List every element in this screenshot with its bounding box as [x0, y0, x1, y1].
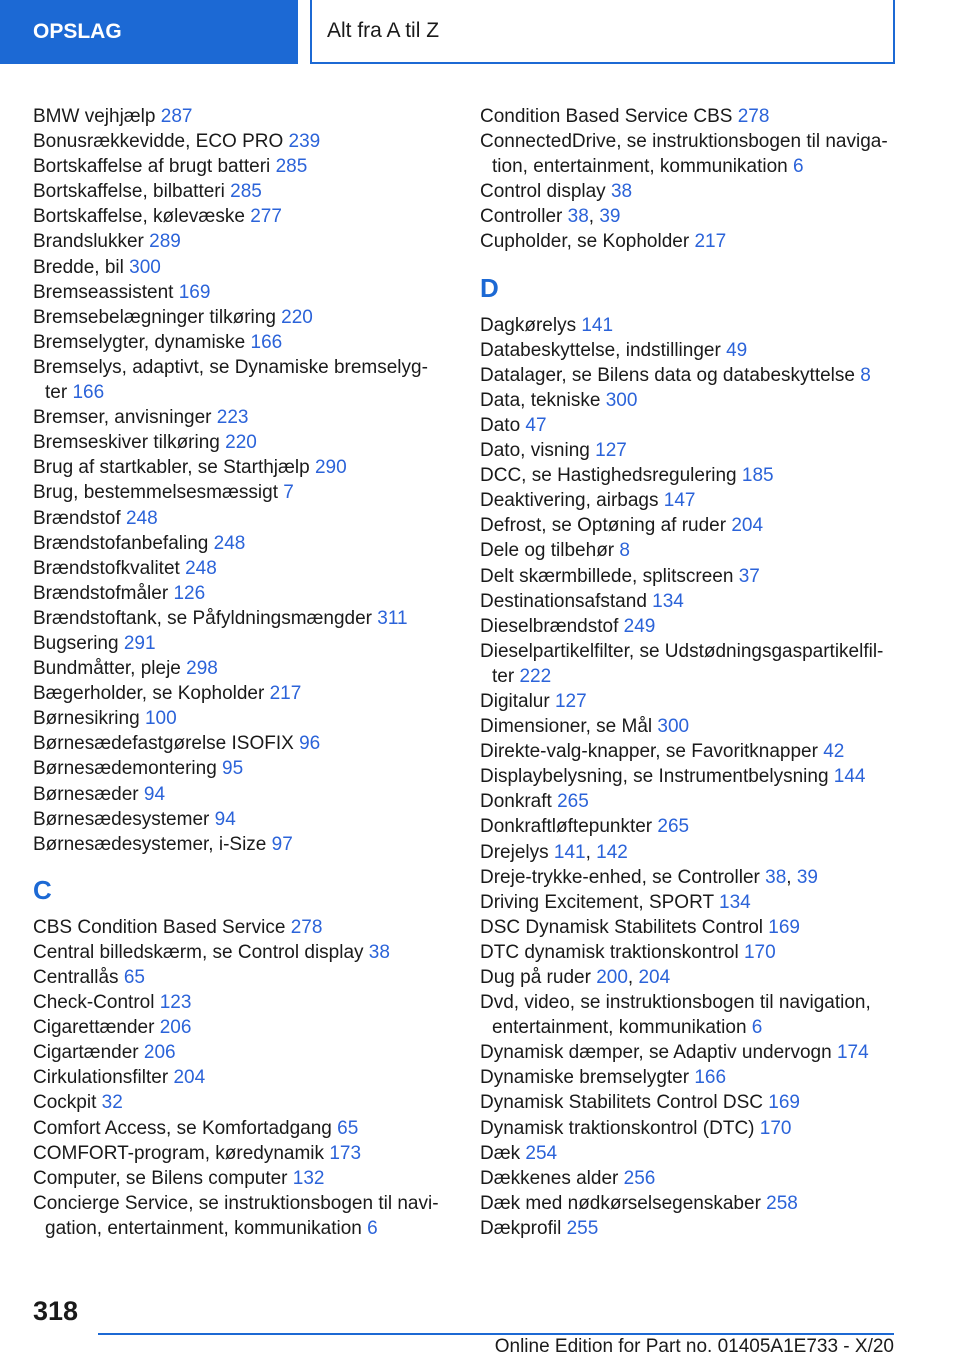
index-entry-text: Børnesædesystemer, i-Size: [33, 833, 267, 855]
index-entry-text: Dækkenes alder: [480, 1167, 619, 1189]
page-reference-link[interactable]: 200: [596, 967, 628, 988]
index-entry: [480, 463, 900, 488]
index-entry: [480, 229, 900, 254]
index-entry-text: DCC, se Hastighedsregulering: [480, 465, 737, 487]
page-reference-link[interactable]: 6: [367, 1217, 378, 1239]
index-entry-text: Controller: [480, 206, 563, 228]
index-entry: [480, 789, 900, 814]
index-entry: [480, 915, 900, 940]
index-entry: [33, 731, 443, 756]
index-entry-text: Central billedskærm, se Control display: [33, 941, 364, 963]
index-entry-text: Dele og tilbehør: [480, 540, 615, 562]
index-entry: [480, 1216, 900, 1241]
index-entry-text: Condition Based Service CBS: [480, 106, 733, 127]
index-entry-text: Check-Control: [33, 992, 155, 1014]
index-entry-text: Bægerholder, se Kopholder: [33, 683, 265, 705]
index-entry: [480, 179, 900, 204]
index-entry: [33, 179, 443, 204]
index-entry: [33, 606, 443, 631]
page-reference-link[interactable]: 277: [250, 206, 282, 228]
page-reference-link[interactable]: 300: [605, 389, 638, 411]
index-entry-text: Bonusrækkevidde, ECO PRO: [33, 131, 284, 153]
index-entry: [480, 739, 900, 764]
index-entry: [33, 305, 443, 330]
index-entry-text: Datalager, se Bilens data og databeskyttelse: [480, 364, 855, 386]
page-reference-link[interactable]: 223: [216, 407, 249, 429]
index-entry: [33, 455, 443, 480]
page-reference-link[interactable]: 49: [726, 339, 748, 361]
index-entry-text: Dug på ruder: [480, 967, 591, 988]
index-entry: [33, 681, 443, 706]
index-entry-text: Dieselpartikelfilter, se Udstødningsgaspartikelfil‐ter: [480, 640, 884, 687]
index-entry-text: Bremser, anvisninger: [33, 407, 212, 429]
page-reference-link[interactable]: 134: [652, 590, 684, 612]
page-reference-link[interactable]: 126: [173, 582, 206, 604]
index-entry: [33, 1090, 443, 1115]
index-entry: [33, 204, 443, 229]
index-entry: [33, 1141, 443, 1166]
page-reference-link[interactable]: 38: [368, 941, 390, 963]
index-entry: [480, 1191, 900, 1216]
index-entry: [33, 405, 443, 430]
index-entry: [33, 940, 443, 965]
index-entry: [33, 330, 443, 355]
index-entry: [480, 338, 900, 363]
index-entry-text: Direkte-valg-knapper, se Favoritknapper: [480, 741, 818, 763]
index-entry: [480, 764, 900, 789]
index-entry-text: Brændstofmåler: [33, 582, 169, 604]
index-entry-text: Bremsebelægninger tilkøring: [33, 306, 276, 328]
page-reference-link[interactable]: 265: [657, 816, 690, 838]
index-entry-text: Defrost, se Optøning af ruder: [480, 515, 727, 537]
page-reference-link[interactable]: 278: [737, 106, 770, 127]
index-entry-text: BMW vejhjælp: [33, 106, 156, 127]
index-entry-text: Dækprofil: [480, 1217, 562, 1239]
section-tab: [0, 0, 298, 64]
index-entry-text: Drejelys: [480, 841, 549, 863]
index-entry-text: Bremseskiver tilkøring: [33, 432, 220, 454]
index-letter-heading: C: [33, 874, 52, 905]
index-entry-text: Brændstof: [33, 507, 121, 529]
index-entry-text: Databeskyttelse, indstillinger: [480, 339, 721, 361]
index-entry-text: Concierge Service, se instruktionsbogen til navi‐gation, entertainment, kommunikation: [33, 1192, 439, 1239]
index-entry-text: Delt skærmbillede, splitscreen: [480, 565, 734, 587]
page-reference-link[interactable]: 39: [599, 206, 621, 228]
index-entry-text: Bremselys, adaptivt, se Dynamiske bremselyg‐ter: [33, 356, 428, 404]
page-reference-link[interactable]: 8: [619, 540, 630, 562]
page-reference-link[interactable]: 204: [731, 515, 764, 537]
page-reference-link[interactable]: 217: [694, 231, 727, 253]
page-reference-link[interactable]: 300: [657, 716, 690, 738]
page-reference-link[interactable]: 169: [178, 281, 211, 303]
page-reference-link[interactable]: 6: [751, 1017, 763, 1039]
index-entry: [33, 430, 443, 455]
index-entry-text: Donkraftløftepunkter: [480, 816, 653, 838]
index-letter-heading: D: [480, 272, 499, 303]
index-entry: [480, 1141, 900, 1166]
page-reference-link[interactable]: 8: [860, 364, 871, 386]
index-entry: [480, 363, 900, 388]
index-entry-text: Dynamiske bremselygter: [480, 1067, 690, 1089]
page-reference-link[interactable]: 248: [213, 532, 246, 554]
page-reference-link[interactable]: 285: [275, 156, 308, 178]
index-entry-text: Dæk med nødkørselsegenskaber: [480, 1192, 761, 1214]
page-reference-link[interactable]: 96: [299, 733, 321, 755]
page-reference-link[interactable]: 147: [663, 490, 696, 512]
page-reference-link[interactable]: 248: [125, 507, 158, 529]
page-reference-link[interactable]: 95: [222, 758, 244, 780]
page-reference-link[interactable]: 254: [525, 1142, 558, 1164]
index-entry-text: Børnesædemontering: [33, 758, 217, 780]
index-entry-text: Cirkulationsfilter: [33, 1067, 169, 1089]
page-reference-link[interactable]: 132: [292, 1167, 325, 1189]
index-entry: [33, 631, 443, 656]
index-entry-text: Dreje-trykke-enhed, se Controller: [480, 866, 760, 888]
index-entry: [480, 614, 900, 639]
page-reference-link[interactable]: 217: [269, 683, 302, 705]
page-reference-link[interactable]: 47: [525, 414, 547, 436]
index-entry: [33, 1166, 443, 1191]
index-entry-text: Centrallås: [33, 967, 119, 988]
page-reference-link[interactable]: 134: [719, 891, 751, 913]
index-entry: Drejelys 141, 142: [480, 841, 628, 863]
index-entry-text: COMFORT-program, køredynamik: [33, 1142, 325, 1164]
chapter-title: Alt fra A til Z: [327, 19, 440, 42]
page-reference-link[interactable]: 169: [768, 1092, 800, 1114]
page-reference-link[interactable]: 222: [519, 665, 552, 687]
page-reference-link[interactable]: 300: [129, 256, 161, 278]
index-entry: [480, 1166, 900, 1191]
index-entry-text: DTC dynamisk traktionskontrol: [480, 941, 739, 963]
page-reference-link[interactable]: 265: [557, 791, 589, 813]
page-reference-link[interactable]: 249: [623, 615, 656, 637]
index-entry-text: Dieselbrændstof: [480, 615, 619, 637]
page-reference-link[interactable]: 100: [144, 708, 177, 730]
index-entry: [33, 556, 443, 581]
index-entry-text: ConnectedDrive, se instruktionsbogen til naviga‐tion, entertainment, kommunikation: [480, 131, 888, 178]
index-entry: [33, 255, 443, 280]
page-reference-link[interactable]: 38: [610, 181, 633, 203]
page-reference-link[interactable]: 127: [595, 440, 627, 462]
page-reference-link[interactable]: 291: [123, 632, 156, 654]
index-entry-text: Bredde, bil: [33, 256, 124, 278]
page-reference-link[interactable]: 7: [283, 482, 294, 504]
index-entry: [33, 506, 443, 531]
page-reference-link[interactable]: 220: [225, 432, 257, 454]
index-entry-text: Bremselygter, dynamiske: [33, 331, 246, 353]
page-reference-link[interactable]: 239: [288, 131, 321, 153]
index-entry-text: Børnesikring: [33, 708, 140, 730]
index-entry-text: DSC Dynamisk Stabilitets Control: [480, 916, 763, 938]
footer-edition: Online Edition for Part no. 01405A1E733 - X/20: [494, 1336, 894, 1357]
index-entry-text: Brændstofkvalitet: [33, 557, 180, 579]
index-entry-text: Bortskaffelse, kølevæske: [33, 206, 245, 228]
index-entry-text: Displaybelysning, se Instrumentbelysning: [480, 766, 829, 788]
page-reference-link[interactable]: 220: [281, 306, 313, 328]
index-entry-text: Digitalur: [480, 690, 550, 712]
index-entry: [33, 1040, 443, 1065]
index-entry-text: Dagkørelys: [480, 314, 577, 336]
index-entry: [33, 280, 443, 305]
page-reference-link[interactable]: 141: [553, 841, 586, 863]
index-entry: [480, 438, 900, 463]
index-entry: [33, 915, 443, 940]
index-entry: [33, 229, 443, 254]
index-entry: [33, 706, 443, 731]
index-entry: [480, 388, 900, 413]
index-entry: [33, 355, 443, 405]
index-entry-text: Computer, se Bilens computer: [33, 1167, 288, 1189]
index-entry-text: CBS Condition Based Service: [33, 916, 286, 938]
index-entry: [33, 656, 443, 681]
index-entry: [33, 129, 443, 154]
page-reference-link[interactable]: 142: [596, 841, 628, 863]
index-entry-text: Bundmåtter, pleje: [33, 658, 181, 680]
page-reference-link[interactable]: 258: [766, 1192, 798, 1214]
page-reference-link[interactable]: 289: [149, 231, 181, 253]
page-reference-link[interactable]: 298: [186, 658, 218, 680]
index-entry: [480, 313, 900, 338]
index-entry-text: Dæk: [480, 1142, 521, 1164]
page-reference-link[interactable]: 97: [271, 833, 293, 855]
index-entry: Controller 38, 39: [480, 206, 621, 228]
index-entry-text: Bortskaffelse af brugt batteri: [33, 156, 271, 178]
index-entry-text: Cigartænder: [33, 1042, 139, 1064]
index-entry: [33, 1015, 443, 1040]
index-entry: [480, 714, 900, 739]
page-reference-link[interactable]: 6: [793, 156, 804, 178]
index-entry: [480, 129, 900, 179]
index-entry-text: Dimensioner, se Mål: [480, 716, 653, 738]
page-reference-link[interactable]: 39: [796, 866, 818, 888]
index-entry: [33, 1191, 443, 1241]
index-entry-text: Dynamisk traktionskontrol (DTC): [480, 1117, 755, 1139]
page-reference-link[interactable]: 166: [250, 331, 283, 353]
page-reference-link[interactable]: 144: [833, 766, 866, 788]
index-entry-text: Comfort Access, se Komfortadgang: [33, 1117, 332, 1139]
page-reference-link[interactable]: 170: [743, 941, 776, 963]
index-entry: [33, 990, 443, 1015]
page-reference-link[interactable]: 169: [768, 916, 800, 938]
index-entry: [480, 990, 900, 1040]
index-column-right: [480, 104, 900, 1241]
index-entry-text: Cigarettænder: [33, 1017, 155, 1039]
index-entry-text: Data, tekniske: [480, 389, 601, 411]
index-entry-text: Brændstofanbefaling: [33, 532, 209, 554]
index-entry: [480, 538, 900, 563]
page-reference-link[interactable]: 42: [823, 741, 845, 763]
index-entry-text: Cockpit: [33, 1092, 97, 1114]
index-entry-text: Donkraft: [480, 791, 552, 813]
index-entry-text: Dvd, video, se instruktionsbogen til navigation, entertainment, kommunikation: [480, 992, 871, 1039]
page-reference-link[interactable]: 38: [765, 866, 787, 888]
index-entry-text: Brug, bestemmelsesmæssigt: [33, 482, 278, 504]
index-entry: [480, 814, 900, 839]
index-entry-text: Dynamisk Stabilitets Control DSC: [480, 1092, 763, 1114]
page-reference-link[interactable]: 166: [694, 1067, 727, 1089]
index-entry: [33, 1116, 443, 1141]
index-entry: [480, 890, 900, 915]
index-entry-text: Brug af startkabler, se Starthjælp: [33, 457, 310, 479]
page-reference-link[interactable]: 206: [159, 1017, 192, 1039]
page-number: 318: [33, 1296, 79, 1326]
index-entry-text: Destinationsafstand: [480, 590, 647, 612]
page-reference-link[interactable]: 123: [159, 992, 192, 1014]
index-entry-text: Driving Excitement, SPORT: [480, 891, 714, 913]
index-entry: [480, 589, 900, 614]
index-entry: [480, 1065, 900, 1090]
index-entry: [480, 1090, 900, 1115]
index-entry-text: Bugsering: [33, 632, 119, 654]
index-entry: [33, 756, 443, 781]
index-entry: [480, 413, 900, 438]
index-entry-text: Bortskaffelse, bilbatteri: [33, 181, 225, 203]
index-entry-text: Brandslukker: [33, 231, 144, 253]
index-entry: [480, 104, 900, 129]
index-entry-text: Bremseassistent: [33, 281, 174, 303]
page-reference-link[interactable]: 204: [638, 967, 671, 988]
index-entry: Dug på ruder 200, 204: [480, 967, 671, 988]
page-reference-link[interactable]: 32: [101, 1092, 123, 1114]
page-reference-link[interactable]: 37: [738, 565, 760, 587]
index-entry-text: Børnesædefastgørelse ISOFIX: [33, 733, 294, 755]
index-entry: [480, 940, 900, 965]
page-reference-link[interactable]: 255: [566, 1217, 599, 1239]
index-entry: [480, 689, 900, 714]
index-entry: [33, 782, 443, 807]
page-reference-link[interactable]: 173: [329, 1142, 362, 1164]
page-reference-link[interactable]: 65: [337, 1117, 359, 1139]
page-reference-link[interactable]: 38: [567, 206, 589, 228]
page-reference-link[interactable]: 206: [143, 1042, 176, 1064]
index-entry: [33, 832, 443, 857]
page-reference-link[interactable]: 174: [836, 1042, 869, 1064]
page-reference-link[interactable]: 287: [160, 106, 193, 127]
page-reference-link[interactable]: 185: [741, 465, 774, 487]
chapter-header: [310, 0, 895, 64]
footer-divider: [98, 1333, 894, 1335]
index-entry-text: Control display: [480, 181, 606, 203]
page-reference-link[interactable]: 170: [759, 1117, 792, 1139]
index-entry: [480, 564, 900, 589]
index-entry: [33, 531, 443, 556]
page-reference-link[interactable]: 256: [623, 1167, 656, 1189]
page-reference-link[interactable]: 141: [581, 314, 614, 336]
index-column-left: [33, 104, 443, 1241]
page-reference-link[interactable]: 166: [72, 382, 105, 404]
index-entry-text: Børnesæder: [33, 783, 139, 805]
index-entry-text: Deaktivering, airbags: [480, 490, 659, 512]
index-entry-text: Cupholder, se Kopholder: [480, 231, 690, 253]
index-entry-text: Brændstoftank, se Påfyldningsmængder: [33, 607, 373, 629]
page-reference-link[interactable]: 127: [554, 690, 587, 712]
index-entry: [480, 513, 900, 538]
page-reference-link[interactable]: 204: [173, 1067, 206, 1089]
index-entry-text: Dynamisk dæmper, se Adaptiv undervogn: [480, 1042, 832, 1064]
index-entry: [33, 807, 443, 832]
page-reference-link[interactable]: 311: [377, 607, 408, 629]
index-entry: [33, 104, 443, 129]
page-reference-link[interactable]: 248: [185, 557, 217, 579]
index-entry: [33, 154, 443, 179]
index-entry: [480, 488, 900, 513]
index-entry: [33, 581, 443, 606]
index-entry: [480, 1040, 900, 1065]
index-entry: Dreje-trykke-enhed, se Controller 38, 39: [480, 866, 818, 888]
page-reference-link[interactable]: 94: [214, 808, 236, 830]
page-reference-link[interactable]: 285: [230, 181, 262, 203]
index-entry: [480, 1116, 900, 1141]
page-reference-link[interactable]: 278: [290, 916, 323, 938]
index-entry-text: Børnesædesystemer: [33, 808, 210, 830]
index-entry-text: Dato, visning: [480, 440, 590, 462]
page-reference-link[interactable]: 94: [143, 783, 166, 805]
page-reference-link[interactable]: 290: [314, 457, 347, 479]
index-entry: [33, 1065, 443, 1090]
index-entry: [33, 965, 443, 990]
page-reference-link[interactable]: 65: [123, 967, 145, 988]
index-entry-text: Dato: [480, 414, 521, 436]
index-entry: [480, 639, 900, 689]
section-title: OPSLAG: [33, 20, 122, 43]
index-entry: [33, 480, 443, 505]
